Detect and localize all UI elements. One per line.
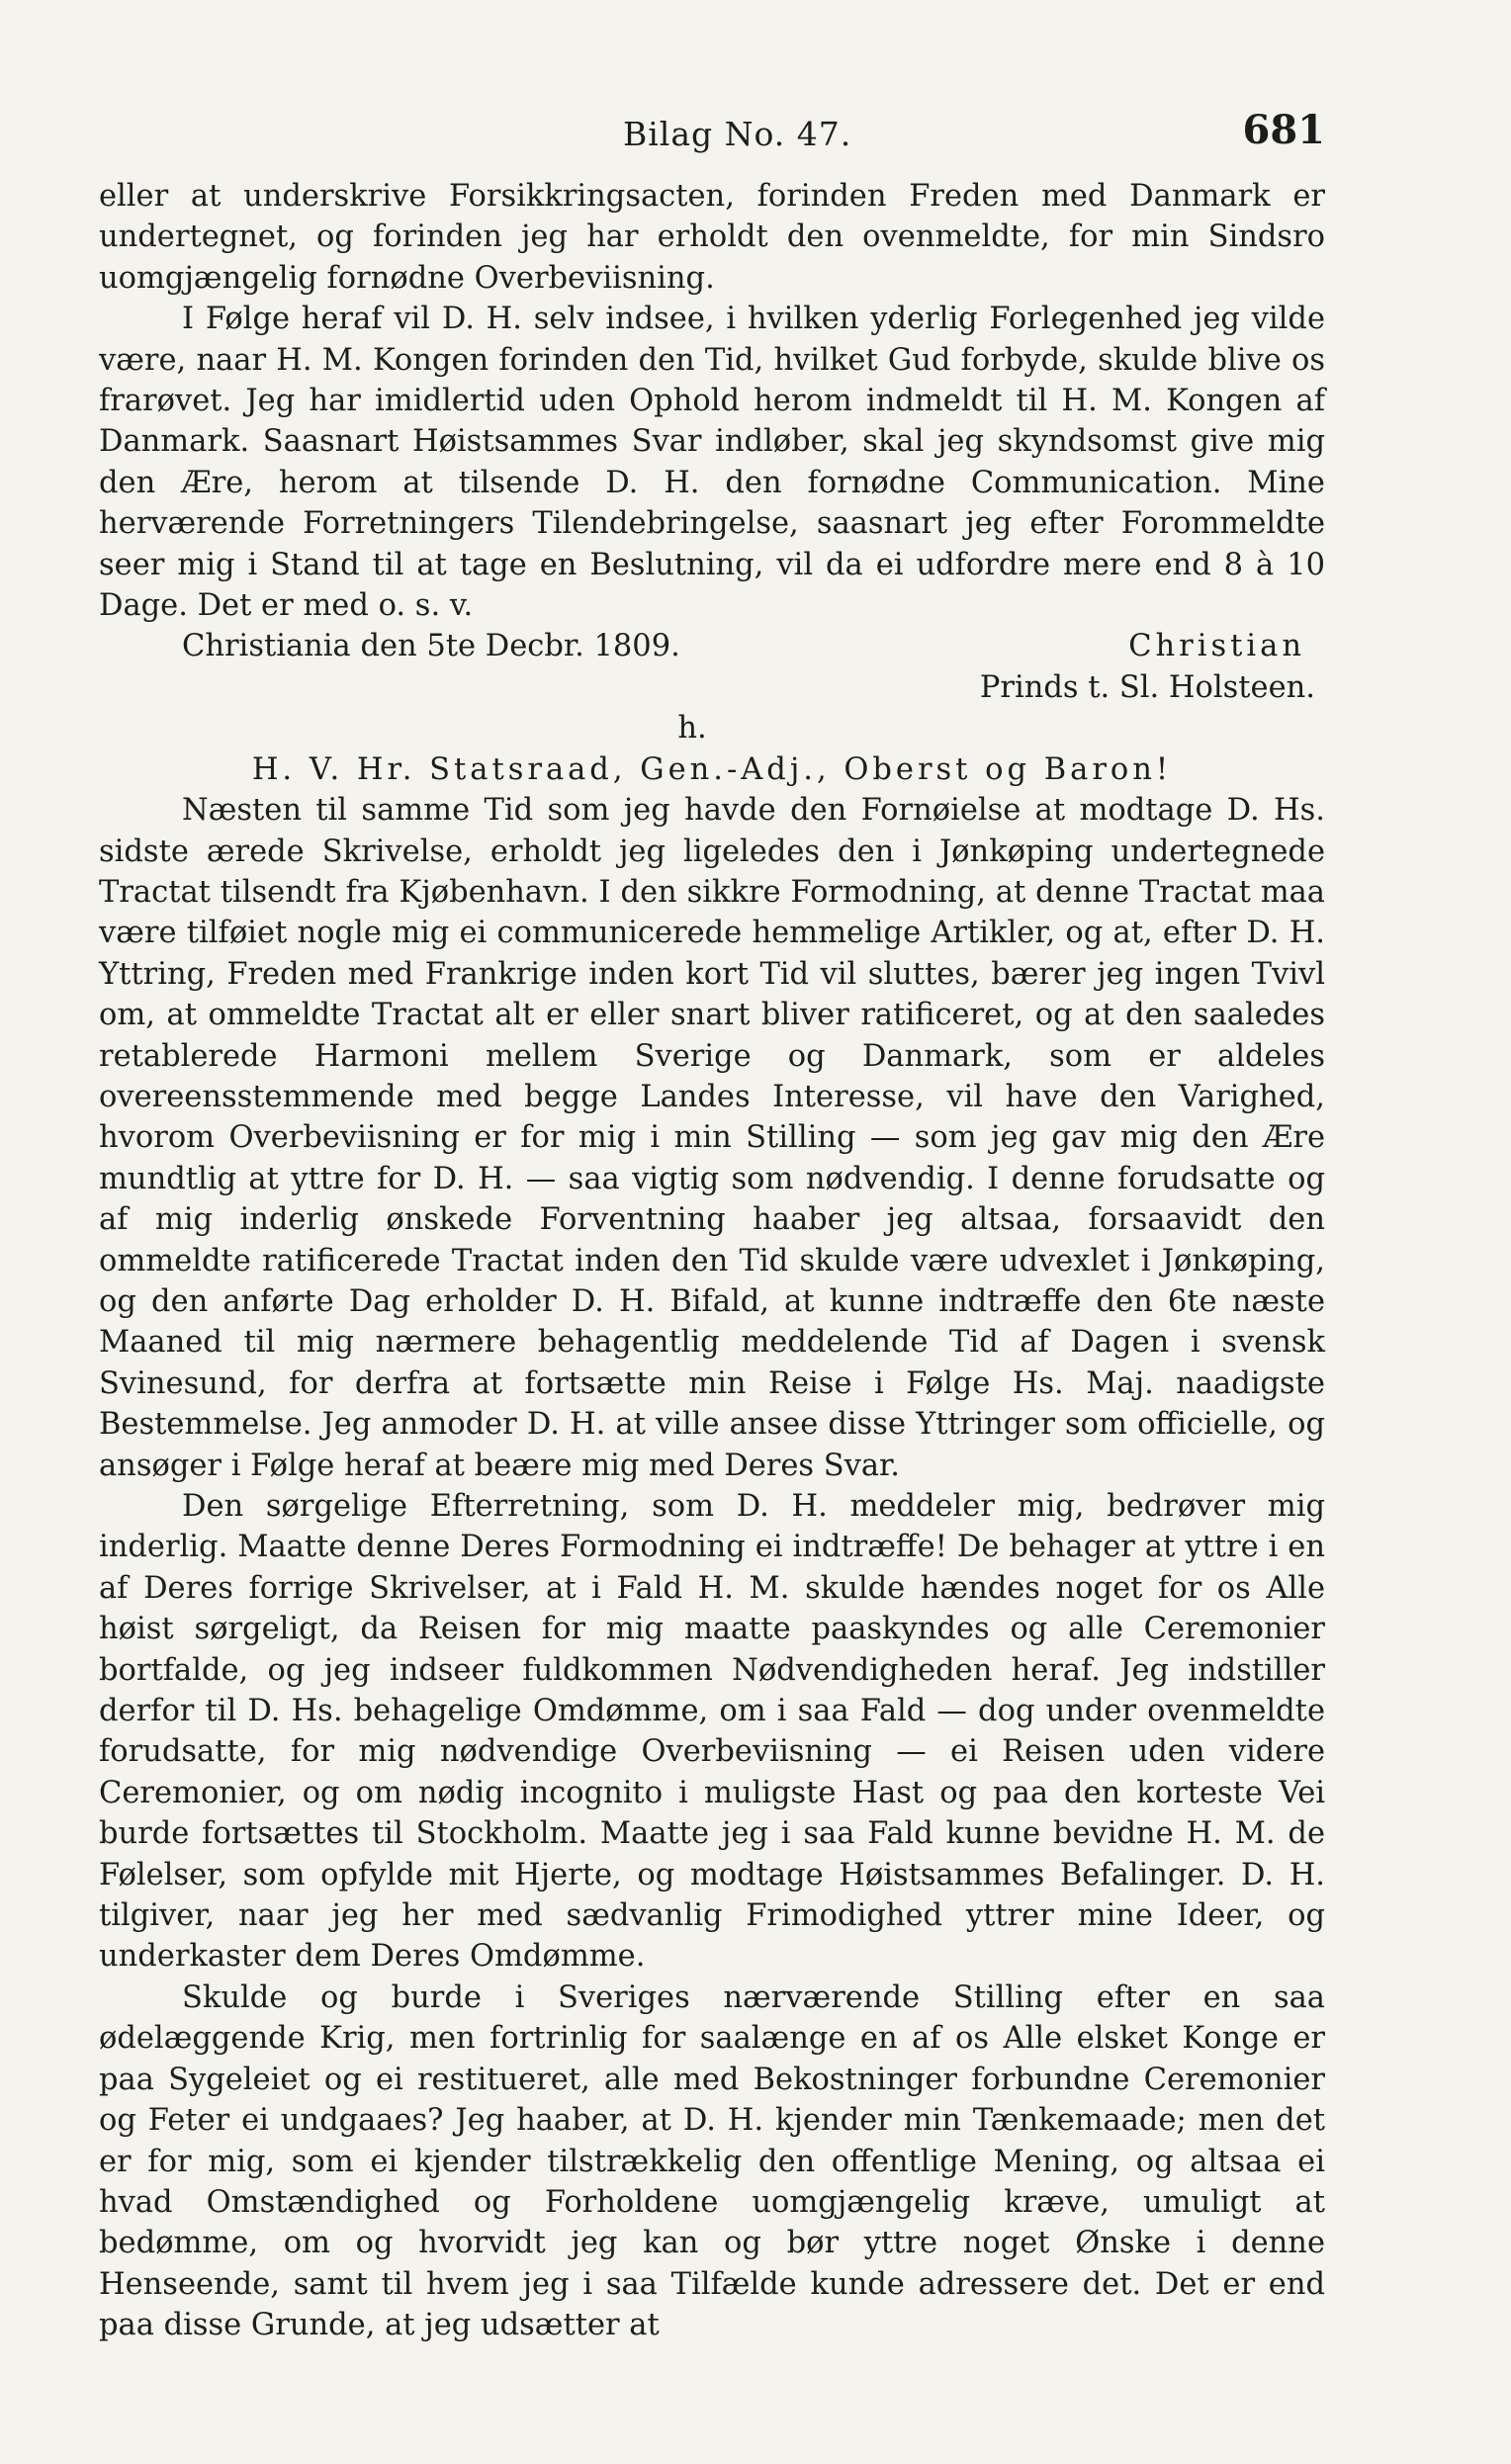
letter-g-paragraph-1: eller at underskrive Forsikkringsacten, forinden Freden med Danmark er undertegnet, og forinden jeg har erholdt den ovenmeldte, for min Sindsro uomgjængelig fornødne Overbeviisning.	[99, 179, 1325, 296]
letter-date: Christiania den 5te Decbr. 1809.	[182, 629, 680, 664]
page-number: 681	[1242, 107, 1325, 153]
letter-g-paragraph-2: I Følge heraf vil D. H. selv indsee, i hvilken yderlig Forlegenhed jeg vilde være, naar H. M. Kongen forinden den Tid, hvilket Gud forbyde, skulde blive os frarøvet. Jeg har imidlertid uden Ophold herom indmeldt til H. M. Kongen af Danmark. Saasnart Høistsammes Svar indløber, skal jeg skyndsomst give mig den Ære, herom at tilsende D. H. den fornødne Communication. Mine herværende Forretningers Tilendebringelse, saasnart jeg efter Forommeldte seer mig i Stand til at tage en Beslutning, vil da ei udfordre mere end 8 à 10 Dage. Det er med o. s. v.	[99, 302, 1325, 624]
running-head: Bilag No. 47.	[623, 115, 852, 153]
letter-h-paragraph-2: Den sørgelige Efterretning, som D. H. meddeler mig, bedrøver mig inderlig. Maatte denne Deres Formodning ei indtræffe! De behager at yttre i en af Deres forrige Skrivelser, at i Fald H. M. skulde hændes noget for os Alle høist sørgeligt, da Reisen for mig maatte paaskyndes og alle Ceremonier bortfalde, og jeg indseer fuldkommen Nødvendigheden heraf. Jeg indstiller derfor til D. Hs. behagelige Omdømme, om i saa Fald — dog under ovenmeldte forudsatte, for mig nødvendige Overbeviisning — ei Reisen uden videre Ceremonier, og om nødig incognito i muligste Hast og paa den korteste Vei burde fortsættes til Stockholm. Maatte jeg i saa Fald kunne bevidne H. M. de Følelser, som opfylde mit Hjerte, og modtage Høistsammes Befalinger. D. H. tilgiver, naar jeg her med sædvanlig Frimodighed yttrer mine Ideer, og underkaster dem Deres Omdømme.	[99, 1489, 1325, 1975]
page-header	[99, 107, 1325, 166]
section-label: h.	[677, 711, 707, 747]
letter-h-paragraph-1: Næsten til samme Tid som jeg havde den Fornøielse at modtage D. Hs. sidste ærede Skrivelse, erholdt jeg ligeledes den i Jønkøping undertegnede Tractat tilsendt fra Kjøbenhavn. I den sikkre Formodning, at denne Tractat maa være tilføiet nogle mig ei communicerede hemmelige Artikler, og at, efter D. H. Yttring, Freden med Frankrige inden kort Tid vil sluttes, bærer jeg ingen Tvivl om, at ommeldte Tractat alt er eller snart bliver ratificeret, og at den saaledes retablerede Harmoni mellem Sverige og Danmark, som er aldeles overeensstemmende med begge Landes Interesse, vil have den Varighed, hvorom Overbeviisning er for mig i min Stilling — som jeg gav mig den Ære mundtlig at yttre for D. H. — saa vigtig som nødvendig. I denne forudsatte og af mig inderlig ønskede Forventning haaber jeg altsaa, forsaavidt den ommeldte ratificerede Tractat inden den Tid skulde være udvexlet i Jønkøping, og den anførte Dag erholder D. H. Bifald, at kunne indtræffe den 6te næste Maaned til mig nærmere behagentlig meddelende Tid af Dagen i svensk Svinesund, for derfra at fortsætte min Reise i Følge Hs. Maj. naadigste Bestemmelse. Jeg anmoder D. H. at ville ansee disse Yttringer som officielle, og ansøger i Følge heraf at beære mig med Deres Svar.	[99, 793, 1325, 1483]
signer-title: Prinds t. Sl. Holsteen.	[979, 669, 1315, 705]
letter-h-paragraph-3: Skulde og burde i Sveriges nærværende Stilling efter en saa ødelæggende Krig, men fortrinlig for saalænge en af os Alle elsket Konge er paa Sygeleiet og ei restitueret, alle med Bekostninger forbundne Ceremonier og Feter ei undgaaes? Jeg haaber, at D. H. kjender min Tænkemaade; men det er for mig, som ei kjender tilstrækkelig den offentlige Mening, og altsaa ei hvad Omstændighed og Forholdene uomgjængelig kræve, umuligt at bedømme, om og hvorvidt jeg kan og bør yttre noget Ønske i denne Henseende, samt til hvem jeg i saa Tilfælde kunde adressere det. Det er end paa disse Grunde, at jeg udsætter at	[99, 1980, 1325, 2343]
page-body	[99, 176, 1325, 2346]
letter-g-closing	[99, 626, 1325, 666]
salutation: H. V. Hr. Statsraad, Gen.-Adj., Oberst og Baron!	[251, 751, 1173, 787]
signature: Christian	[1128, 629, 1305, 664]
